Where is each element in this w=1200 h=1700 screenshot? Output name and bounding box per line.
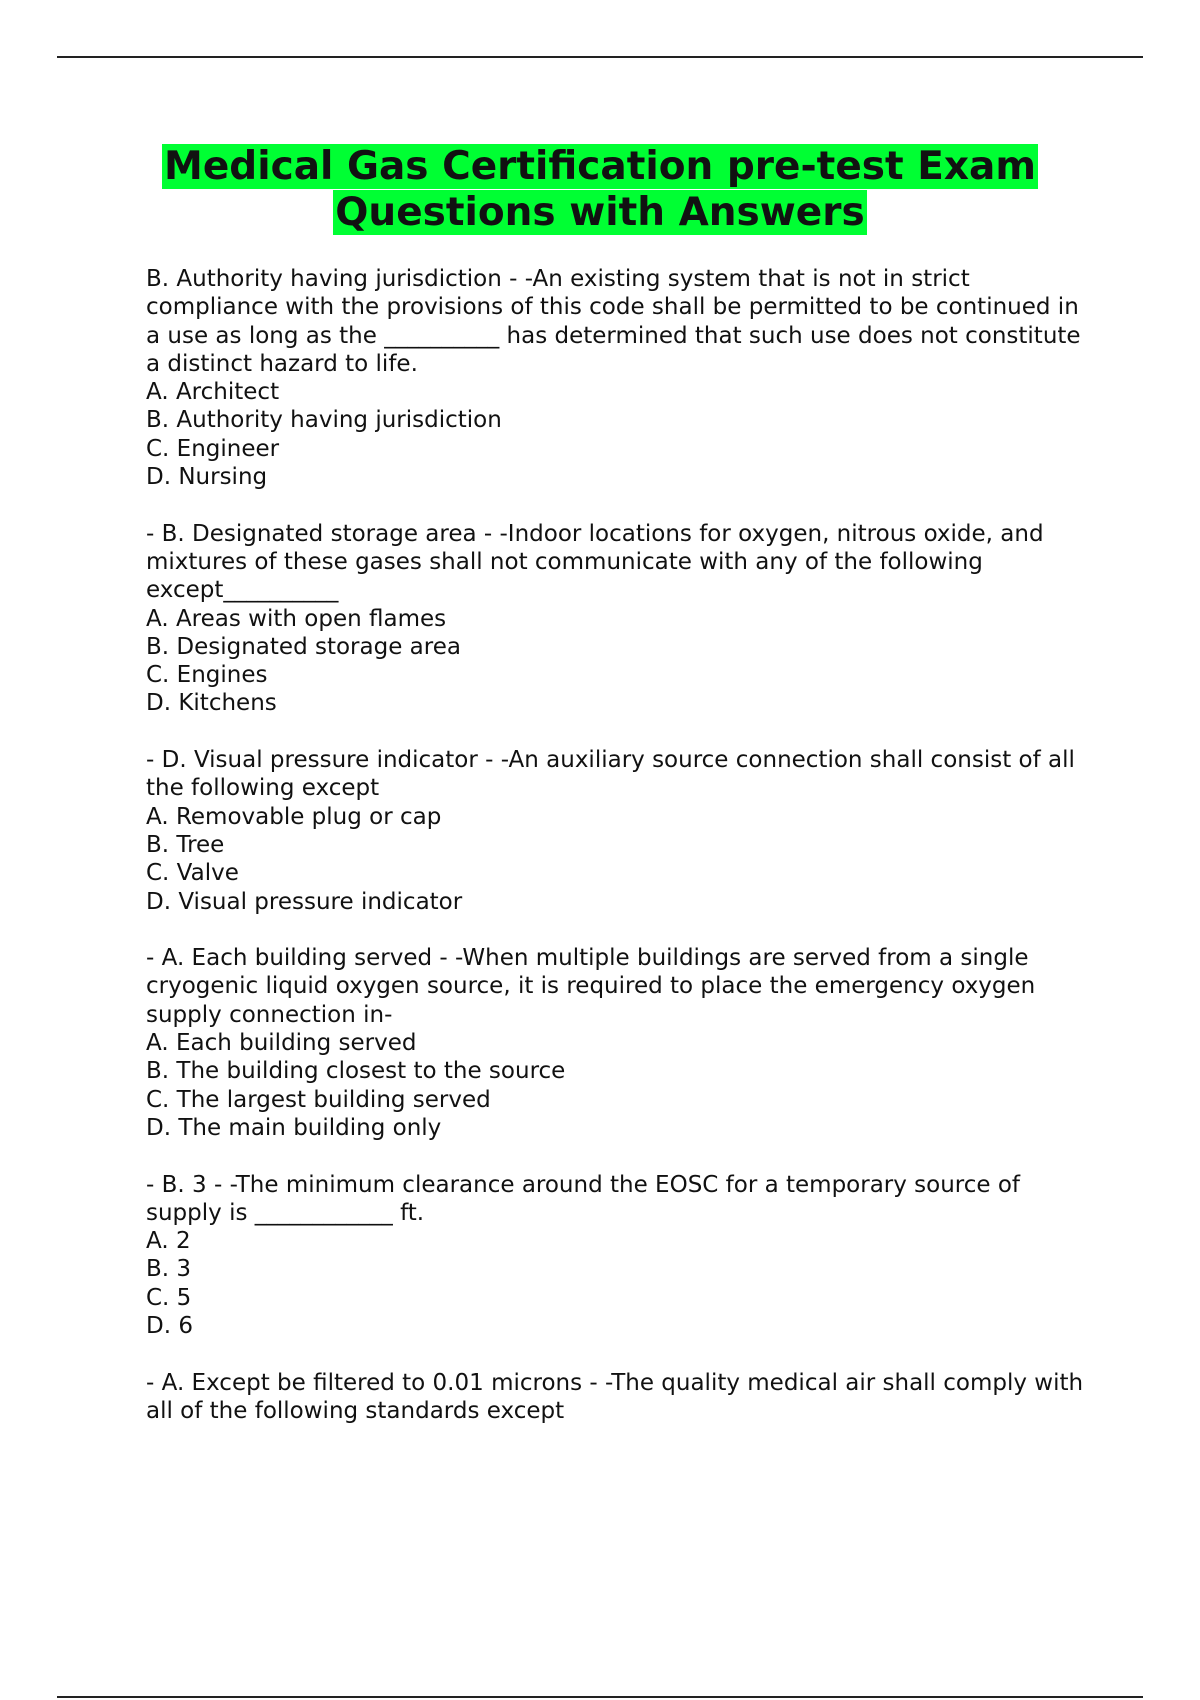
question-block-4 <box>146 944 1096 1142</box>
answer-option-a: A. Areas with open flames <box>146 605 447 632</box>
question-text: - A. Each building served - -When multiple buildings are served from a single cryogenic liquid oxygen source, it is required to place the emergency oxygen supply connection in- <box>146 945 1036 1028</box>
question-text: B. Authority having jurisdiction - -An existing system that is not in strict compliance with the provisions of this code shall be permitted to be continued in a use as long as the __________ has determined that such use does not constitute a distinct hazard to life. <box>146 266 1081 377</box>
answer-option-b: B. Designated storage area <box>146 633 461 660</box>
questions-body <box>146 265 1096 1453</box>
answer-option-c: C. 5 <box>146 1284 192 1311</box>
document-title <box>60 144 1140 236</box>
question-block-5 <box>146 1171 1096 1341</box>
answer-option-a: A. 2 <box>146 1228 191 1255</box>
header-rule <box>57 56 1143 58</box>
answer-option-d: D. Visual pressure indicator <box>146 888 463 915</box>
question-block-1 <box>146 265 1096 491</box>
answer-option-b: B. Tree <box>146 831 225 858</box>
question-block-6 <box>146 1369 1096 1426</box>
answer-option-d: D. Kitchens <box>146 690 277 717</box>
question-text: - B. 3 - -The minimum clearance around the EOSC for a temporary source of supply is ____________ ft. <box>146 1171 1021 1226</box>
answer-option-a: A. Each building served <box>146 1030 417 1057</box>
question-text: - B. Designated storage area - -Indoor locations for oxygen, nitrous oxide, and mixtures of these gases shall not communicate with any of the following except__________ <box>146 520 1044 604</box>
question-text: - D. Visual pressure indicator - -An auxiliary source connection shall consist of all the following except <box>146 747 1075 802</box>
answer-option-a: A. Removable plug or cap <box>146 803 442 830</box>
answer-option-c: C. Valve <box>146 860 239 887</box>
question-text: - A. Except be filtered to 0.01 microns - -The quality medical air shall comply with all of the following standards except <box>146 1369 1084 1424</box>
answer-option-d: D. The main building only <box>146 1114 442 1141</box>
answer-option-d: D. 6 <box>146 1312 193 1339</box>
answer-option-b: B. 3 <box>146 1256 192 1283</box>
answer-option-d: D. Nursing <box>146 464 268 491</box>
answer-option-b: B. Authority having jurisdiction <box>146 407 502 434</box>
answer-option-c: C. The largest building served <box>146 1086 491 1113</box>
title-line-1: Medical Gas Certification pre-test Exam <box>164 144 1036 189</box>
title-line-2: Questions with Answers <box>335 190 865 235</box>
answer-option-a: A. Architect <box>146 379 280 406</box>
answer-option-c: C. Engineer <box>146 435 280 462</box>
question-block-2 <box>146 520 1096 718</box>
answer-option-c: C. Engines <box>146 662 268 689</box>
footer-rule <box>57 1696 1143 1698</box>
answer-option-b: B. The building closest to the source <box>146 1058 566 1085</box>
question-block-3 <box>146 746 1096 916</box>
